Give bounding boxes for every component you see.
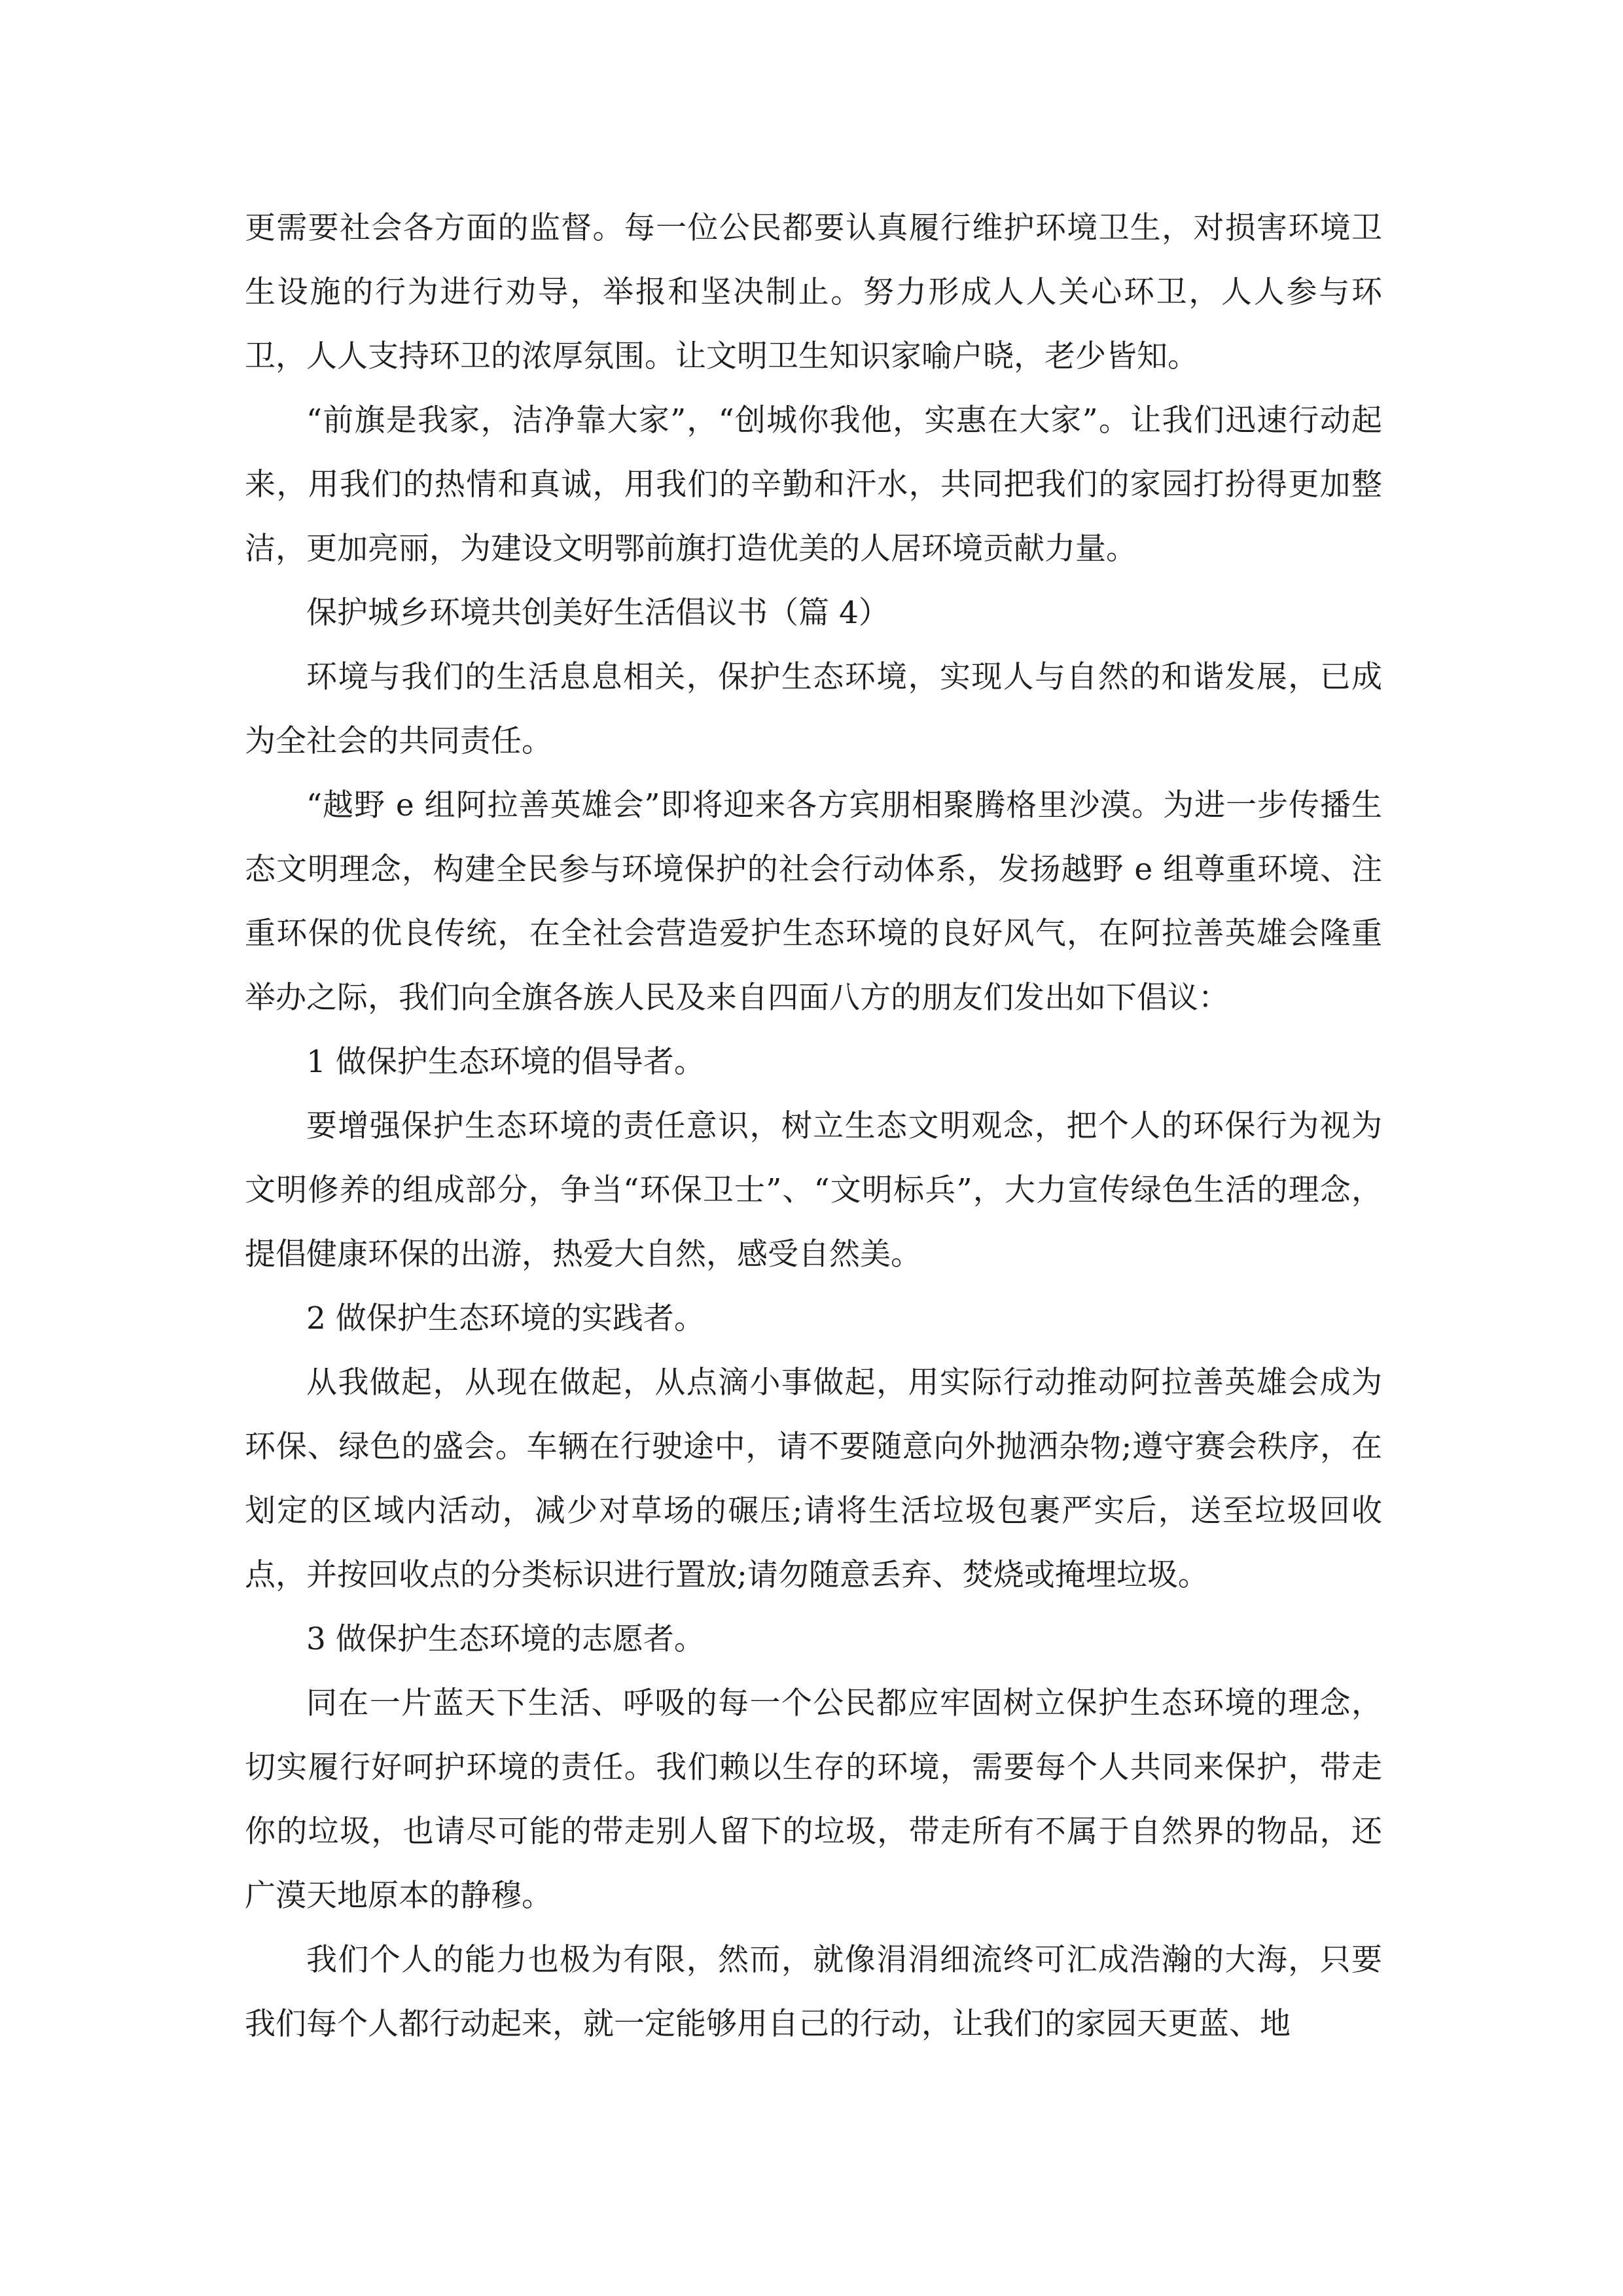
item-heading-2: 2 做保护生态环境的实践者。: [306, 1300, 705, 1336]
item-body-1: 要增强保护生态环境的责任意识，树立生态文明观念，把个人的环保行为视为文明修养的组成部分，争当“环保卫士”、“文明标兵”，大力宣传绿色生活的理念，提倡健康环保的出游，热爱大自然，感受自然美。: [245, 1108, 1382, 1272]
item-body-2: 从我做起，从现在做起，从点滴小事做起，用实际行动推动阿拉善英雄会成为环保、绿色的盛会。车辆在行驶途中，请不要随意向外抛洒杂物;遵守赛会秩序，在划定的区域内活动，减少对草场的碾压;请将生活垃圾包裹严实后，送至垃圾回收点，并按回收点的分类标识进行置放;请勿随意丢弃、焚烧或掩埋垃圾。: [245, 1365, 1382, 1593]
paragraph-continued: 更需要社会各方面的监督。每一位公民都要认真履行维护环境卫生，对损害环境卫生设施的行为进行劝导，举报和坚决制止。努力形成人人关心环卫，人人参与环卫，人人支持环卫的浓厚氛围。让文明卫生知识家喻户晓，老少皆知。: [245, 210, 1382, 374]
section-title: 保护城乡环境共创美好生活倡议书（篇 4）: [306, 595, 889, 631]
item-body-3: 同在一片蓝天下生活、呼吸的每一个公民都应牢固树立保护生态环境的理念，切实履行好呵护环境的责任。我们赖以生存的环境，需要每个人共同来保护，带走你的垃圾，也请尽可能的带走别人留下的垃圾，带走所有不属于自然界的物品，还广漠天地原本的静穆。: [245, 1685, 1382, 1914]
paragraph-intro: 环境与我们的生活息息相关，保护生态环境，实现人与自然的和谐发展，已成为全社会的共同责任。: [245, 659, 1382, 759]
paragraph-slogan: “前旗是我家，洁净靠大家”，“创城你我他，实惠在大家”。让我们迅速行动起来，用我们的热情和真诚，用我们的辛勤和汗水，共同把我们的家园打扮得更加整洁，更加亮丽，为建设文明鄂前旗打造优美的人居环境贡献力量。: [245, 403, 1382, 567]
item-heading-3: 3 做保护生态环境的志愿者。: [306, 1621, 705, 1657]
paragraph-closing: 我们个人的能力也极为有限，然而，就像涓涓细流终可汇成浩瀚的大海，只要我们每个人都行动起来，就一定能够用自己的行动，让我们的家园天更蓝、地: [245, 1942, 1382, 2042]
paragraph-event: “越野 e 组阿拉善英雄会”即将迎来各方宾朋相聚腾格里沙漠。为进一步传播生态文明理念，构建全民参与环境保护的社会行动体系，发扬越野 e 组尊重环境、注重环保的优良传统，在全社会营造爱护生态环境的良好风气，在阿拉善英雄会隆重举办之际，我们向全旗各族人民及来自四面八方的朋友们发出如下倡议：: [245, 787, 1382, 1016]
document-body: [245, 196, 1382, 2056]
item-heading-1: 1 做保护生态环境的倡导者。: [306, 1044, 705, 1080]
